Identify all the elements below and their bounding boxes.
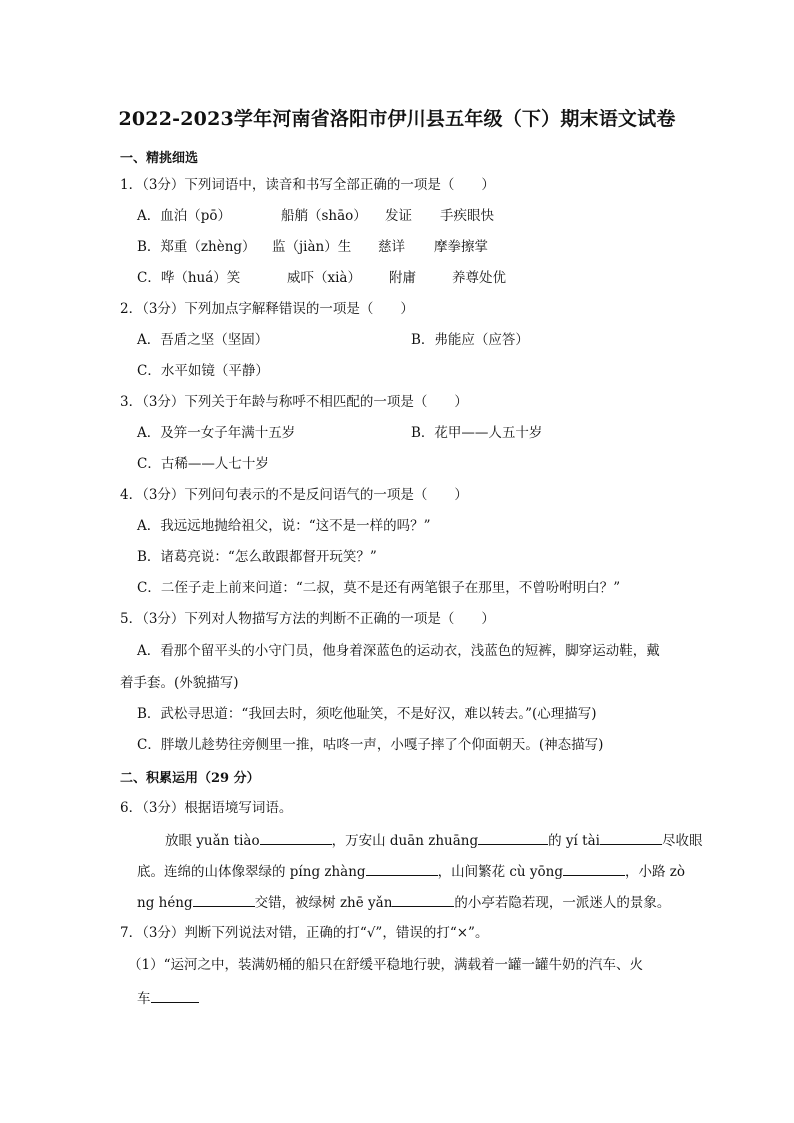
q5-option-a-line1: A．看那个留平头的小守门员，他身着深蓝色的运动衣，浅蓝色的短裤，脚穿运动鞋，戴 — [137, 643, 660, 659]
q6-pinyin-7: ng héng — [137, 895, 193, 911]
q4-option-a: A．我远远地抛给祖父，说：“这不是一样的吗？” — [137, 518, 431, 534]
q1-option-a-4: 手疾眼快 — [440, 208, 494, 224]
q6-pinyin-5: ，山间繁花 cù yōng — [437, 864, 564, 880]
q7-statement-1-text: 车 — [137, 991, 151, 1007]
question-1-stem: 1．（3分）下列词语中，读音和书写全部正确的一项是（ ） — [120, 177, 495, 193]
q1-option-a-1: A．血泊（pō） — [137, 208, 232, 224]
question-7-stem: 7．（3分）判断下列说法对错，正确的打“√”，错误的打“×”。 — [120, 925, 489, 941]
q4-option-c: C．二侄子走上前来问道：“二叔，莫不是还有两笔银子在那里，不曾吩咐明白？” — [137, 580, 621, 596]
q6-pinyin-1: 放眼 yuǎn tiào — [165, 833, 260, 849]
question-3-stem: 3．（3分）下列关于年龄与称呼不相匹配的一项是（ ） — [120, 394, 468, 410]
q6-text-1: 尽收眼 — [661, 833, 703, 849]
q6-pinyin-4: 底。连绵的山体像翠绿的 píng zhàng — [137, 864, 366, 880]
q7-answer-blank-1[interactable] — [151, 988, 199, 1003]
section-heading-2: 二、积累运用（29 分） — [120, 771, 260, 786]
q3-option-b: B．花甲——人五十岁 — [411, 425, 543, 441]
q5-option-b: B．武松寻思道：“我回去时，须吃他耻笑，不是好汉，难以转去。”(心理描写) — [137, 706, 597, 722]
q6-pinyin-6: ，小路 zò — [625, 864, 686, 880]
q5-option-a-line2: 着手套。(外貌描写) — [120, 675, 239, 691]
q2-option-a: A．吾盾之坚（坚固） — [137, 332, 269, 348]
q1-option-c-3: 附庸 — [389, 270, 416, 286]
q3-option-c: C．古稀——人七十岁 — [137, 456, 269, 472]
q1-option-b-2: 监（jiàn）生 — [272, 239, 352, 255]
question-5-stem: 5．（3分）下列对人物描写方法的判断不正确的一项是（ ） — [120, 611, 495, 627]
q6-pinyin-3: 的 yí tài — [548, 833, 600, 849]
q6-text-2: 的小亭若隐若现，一派迷人的景象。 — [454, 895, 671, 911]
question-2-stem: 2．（3分）下列加点字解释错误的一项是（ ） — [120, 301, 414, 317]
q1-option-c-4: 养尊处优 — [452, 270, 506, 286]
q6-pinyin-8: 交错，被绿树 zhē yǎn — [254, 895, 393, 911]
q1-option-b-3: 慈详 — [378, 239, 405, 255]
q6-pinyin-2: ，万安山 duān zhuāng — [331, 833, 479, 849]
q7-statement-1-line2 — [137, 988, 199, 1008]
q2-option-c: C．水平如镜（平静） — [137, 363, 269, 379]
q6-blank-1[interactable] — [260, 830, 332, 845]
q5-option-c: C．胖墩儿趁势往旁侧里一推，咕咚一声，小嘎子摔了个仰面朝天。(神态描写) — [137, 737, 604, 753]
q6-blank-7[interactable] — [392, 892, 454, 907]
q6-blank-6[interactable] — [193, 892, 255, 907]
question-6-stem: 6．（3分）根据语境写词语。 — [120, 800, 293, 816]
q1-option-a-2: 船艄（shāo） — [281, 208, 367, 224]
q1-option-b-4: 摩拳擦掌 — [434, 239, 488, 255]
q1-option-b-1: B．郑重（zhèng） — [137, 239, 256, 255]
q6-line-3 — [137, 892, 670, 912]
q1-option-a-3: 发证 — [385, 208, 412, 224]
q7-statement-1-line1: （1）“运河之中，装满奶桶的船只在舒缓平稳地行驶，满载着一罐一罐牛奶的汽车、火 — [128, 957, 643, 973]
question-4-stem: 4．（3分）下列问句表示的不是反问语气的一项是（ ） — [120, 487, 468, 503]
q2-option-b: B．弗能应（应答） — [411, 332, 529, 348]
q6-line-1 — [165, 830, 702, 850]
section-heading-1: 一、精挑细选 — [120, 151, 199, 166]
q6-blank-4[interactable] — [366, 861, 438, 876]
exam-title: 2022-2023学年河南省洛阳市伊川县五年级（下）期末语文试卷 — [118, 108, 676, 130]
q1-option-c-2: 威吓（xià） — [287, 270, 361, 286]
q6-blank-3[interactable] — [600, 830, 662, 845]
q3-option-a: A．及笄一女子年满十五岁 — [137, 425, 296, 441]
q6-blank-5[interactable] — [563, 861, 625, 876]
q6-line-2 — [137, 861, 685, 881]
q1-option-c-1: C．哗（huá）笑 — [137, 270, 241, 286]
q4-option-b: B．诸葛亮说：“怎么敢跟都督开玩笑？” — [137, 549, 377, 565]
q6-blank-2[interactable] — [478, 830, 548, 845]
